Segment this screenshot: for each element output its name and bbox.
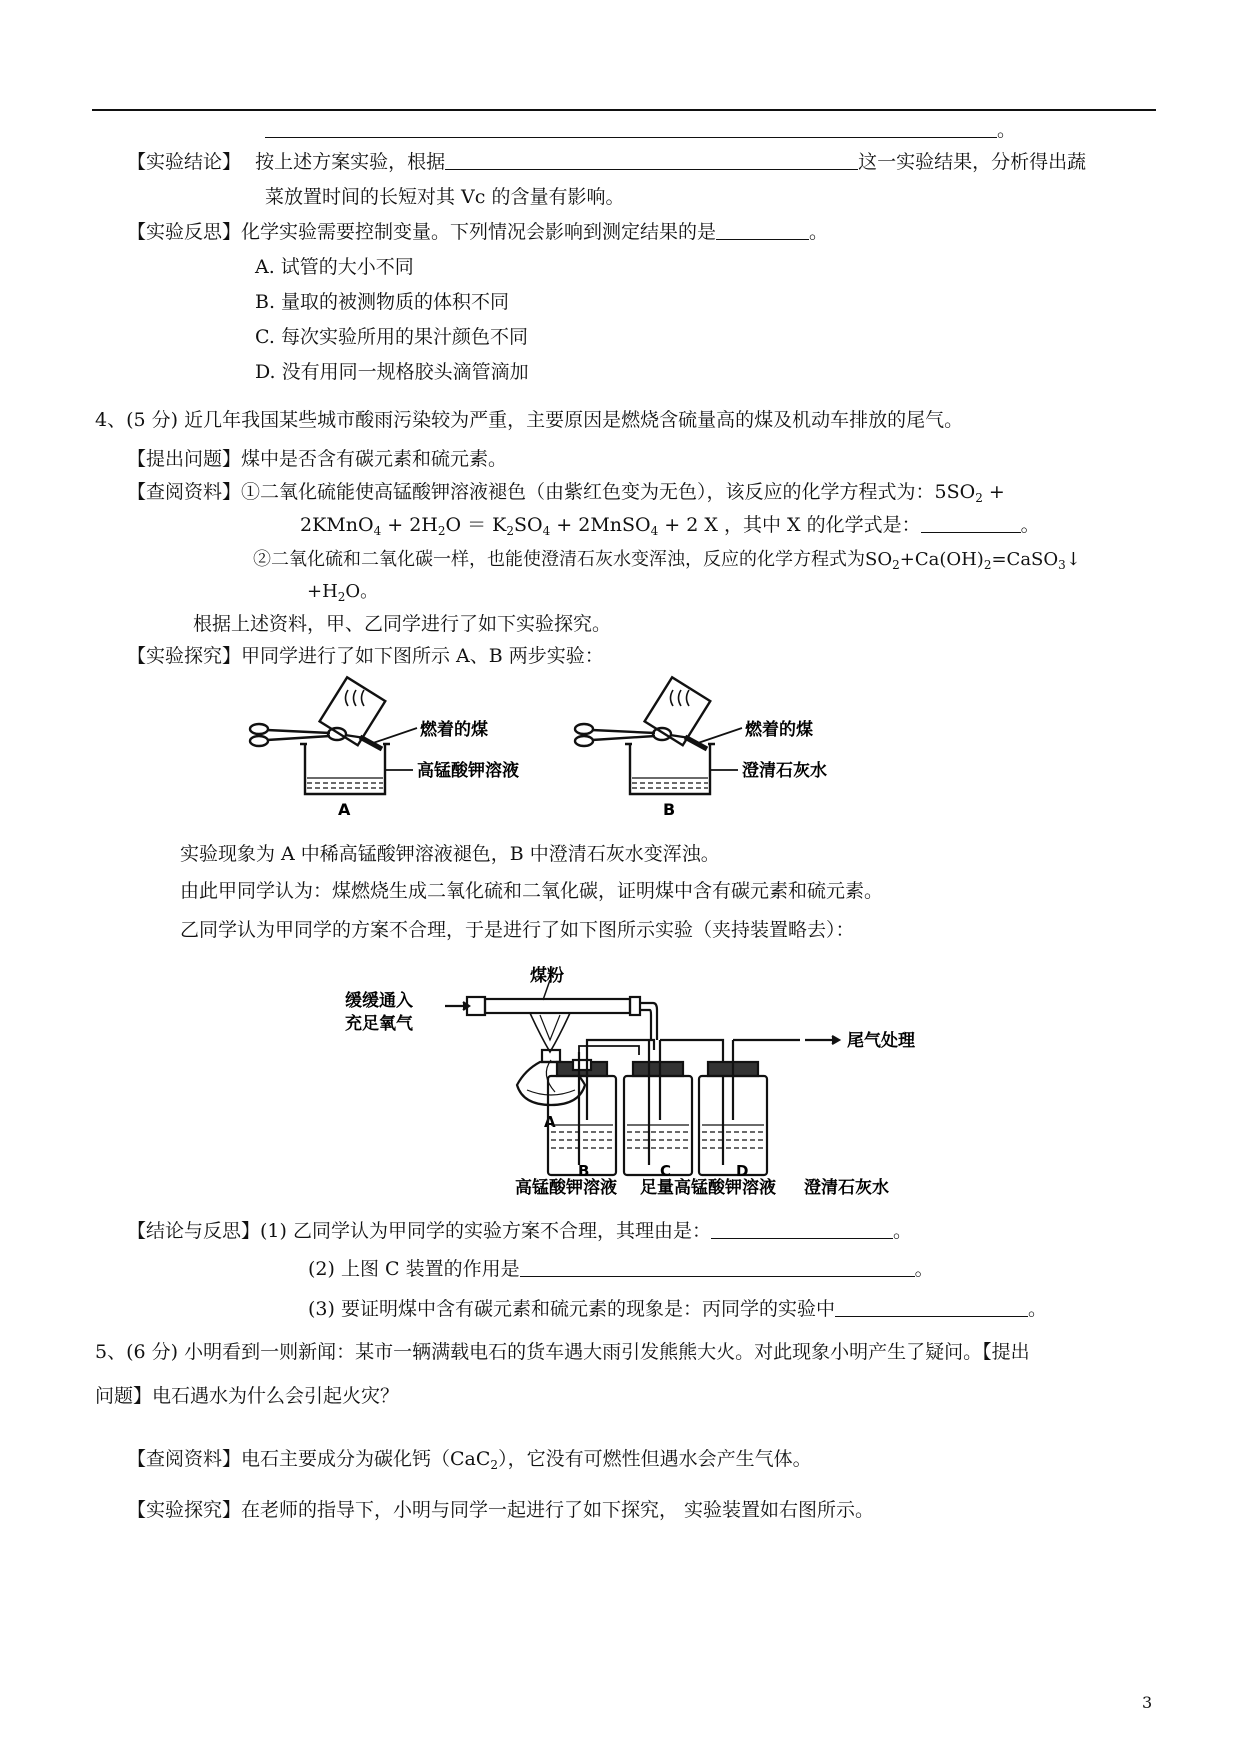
fig2-letter-a: A bbox=[544, 1113, 556, 1131]
q5-ref: 【查阅资料】电石主要成分为碳化钙（CaC$_2$），它没有可燃性但遇水会产生气体。 bbox=[127, 1448, 812, 1472]
q5-ref-label: 【查阅资料】 bbox=[127, 1448, 242, 1470]
conclusion-blank[interactable] bbox=[445, 151, 858, 170]
q4-conclusion-3: (3) 要证明煤中含有碳元素和硫元素的现象是：丙同学的实验中 。 bbox=[308, 1298, 1047, 1320]
fig-b-letter: B bbox=[663, 800, 676, 819]
fig2-exhaust-label: 尾气处理 bbox=[847, 1031, 915, 1051]
option-c: C. 每次实验所用的果汁颜色不同 bbox=[255, 326, 528, 348]
q5-explore-label: 【实验探究】 bbox=[127, 1499, 242, 1521]
figure-ab-experiments bbox=[245, 670, 865, 825]
header-rule bbox=[92, 109, 1156, 111]
q4-explore: 【实验探究】甲同学进行了如下图所示 A、B 两步实验： bbox=[127, 645, 604, 667]
reflection-line: 【实验反思】化学实验需要控制变量。下列情况会影响到测定结果的是 。 bbox=[127, 221, 829, 243]
q4-conclusion-2: (2) 上图 C 装置的作用是 。 bbox=[308, 1258, 934, 1280]
reason-blank[interactable] bbox=[711, 1220, 893, 1239]
fig2-inlet-label-2: 充足氧气 bbox=[345, 1014, 413, 1034]
q4-based: 根据上述资料，甲、乙同学进行了如下实验探究。 bbox=[193, 613, 612, 635]
experiment-a bbox=[250, 677, 417, 794]
fig-a-top-label: 燃着的煤 bbox=[420, 720, 488, 740]
fig-b-top-label: 燃着的煤 bbox=[745, 720, 813, 740]
fig2-label-c: 足量高锰酸钾溶液 bbox=[640, 1178, 776, 1195]
q4-ask: 【提出问题】煤中是否含有碳元素和硫元素。 bbox=[127, 448, 508, 470]
fig2-label-d: 澄清石灰水 bbox=[804, 1178, 889, 1195]
q4-intro: 4、(5 分) 近几年我国某些城市酸雨污染较为严重，主要原因是燃烧含硫量高的煤及机动车排放的尾气。 bbox=[95, 409, 964, 431]
fig-a-bottom-label: 高锰酸钾溶液 bbox=[417, 761, 519, 781]
ask-label: 【提出问题】 bbox=[127, 448, 242, 470]
conclusion-label: 【实验结论】 bbox=[127, 151, 242, 173]
formula-blank[interactable] bbox=[921, 514, 1021, 533]
q4-yi: 乙同学认为甲同学的方案不合理，于是进行了如下图所示实验（夹持装置略去）： bbox=[180, 919, 855, 941]
fig2-letter-c: C bbox=[660, 1162, 672, 1180]
fig2-inlet-label-1: 缓缓通入 bbox=[345, 991, 413, 1011]
ref-label: 【查阅资料】 bbox=[127, 481, 242, 503]
conclusion-reflection-label: 【结论与反思】 bbox=[127, 1220, 261, 1242]
fig2-coal-label: 煤粉 bbox=[530, 966, 564, 986]
q5-line-1: 5、(6 分) 小明看到一则新闻：某市一辆满载电石的货车遇大雨引发熊熊大火。对此现象小明产生了疑问。【提出 bbox=[95, 1341, 1030, 1363]
fig2-letter-b: B bbox=[578, 1162, 590, 1180]
function-blank[interactable] bbox=[520, 1258, 915, 1277]
conclusion-line-2: 菜放置时间的长短对其 Vc 的含量有影响。 bbox=[265, 186, 625, 208]
option-b: B. 量取的被测物质的体积不同 bbox=[255, 291, 510, 313]
figure-yi-apparatus bbox=[335, 960, 955, 1195]
q4-phenomenon: 实验现象为 A 中稀高锰酸钾溶液褪色，B 中澄清石灰水变浑浊。 bbox=[180, 843, 720, 865]
explore-label: 【实验探究】 bbox=[127, 645, 242, 667]
fig-b-bottom-label: 澄清石灰水 bbox=[742, 761, 827, 781]
fig-a-letter: A bbox=[338, 800, 351, 819]
option-d: D. 没有用同一规格胶头滴管滴加 bbox=[255, 361, 529, 383]
q5-line-2: 问题】电石遇水为什么会引起火灾？ bbox=[95, 1385, 400, 1407]
q4-ref-line-4: $+H_2O$。 bbox=[307, 581, 379, 604]
q4-conclusion-1: 【结论与反思】(1) 乙同学认为甲同学的实验方案不合理，其理由是： 。 bbox=[127, 1220, 912, 1242]
reflection-label: 【实验反思】 bbox=[127, 221, 242, 243]
phenomenon-blank[interactable] bbox=[835, 1298, 1028, 1317]
experiment-b bbox=[575, 677, 742, 794]
fig2-label-b: 高锰酸钾溶液 bbox=[515, 1178, 617, 1195]
q5-explore: 【实验探究】在老师的指导下，小明与同学一起进行了如下探究， 实验装置如右图所示。 bbox=[127, 1499, 875, 1521]
reflection-blank[interactable] bbox=[716, 221, 809, 240]
q4-jia: 由此甲同学认为：煤燃烧生成二氧化硫和二氧化碳，证明煤中含有碳元素和硫元素。 bbox=[180, 880, 884, 902]
conclusion-line-1: 【实验结论】 按上述方案实验，根据 这一实验结果，分析得出蔬 bbox=[127, 151, 1087, 173]
q4-ref-line-2: 2KMnO$_4$ + $2H_2O = K_2SO_4$ + 2MnSO$_4$ + 2 X ，其中 X 的化学式是： 。 bbox=[300, 514, 1040, 538]
page-number: 3 bbox=[1142, 1693, 1153, 1712]
q4-ref-line-3: ②二氧化硫和二氧化碳一样，也能使澄清石灰水变浑浊，反应的化学方程式为$SO_2+Ca(OH)_2=CaSO_3↓$ bbox=[253, 549, 1081, 572]
answer-line-1: 。 bbox=[265, 118, 1016, 142]
q4-ref-line-1: 【查阅资料】①二氧化硫能使高锰酸钾溶液褪色（由紫红色变为无色），该反应的化学方程式为：$5SO_2$ + bbox=[127, 481, 1005, 505]
answer-blank[interactable] bbox=[265, 119, 997, 138]
option-a: A. 试管的大小不同 bbox=[255, 256, 414, 278]
fig2-letter-d: D bbox=[736, 1162, 749, 1180]
